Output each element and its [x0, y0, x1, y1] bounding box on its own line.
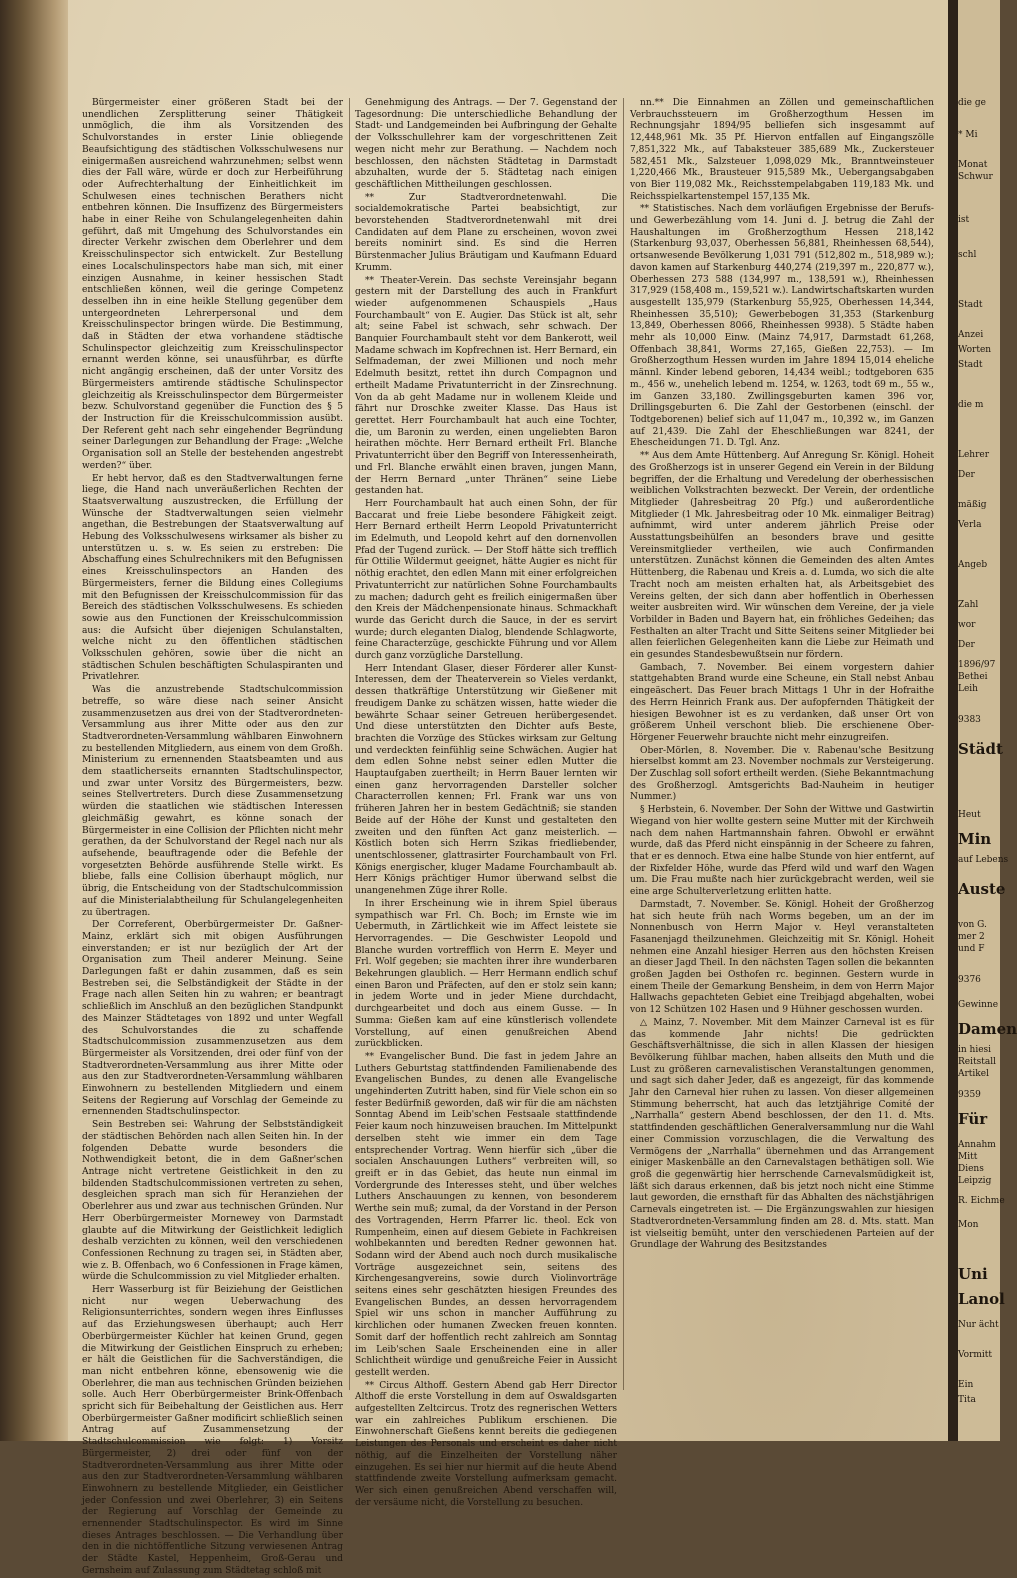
adjacent-page-fragment: Damen — [958, 1020, 1017, 1038]
adjacent-page-fragment: Zahl — [958, 600, 979, 610]
adjacent-page-fragment: ist — [958, 215, 970, 225]
book-binding-shadow — [0, 0, 68, 1441]
adjacent-page-fragment: schl — [958, 250, 977, 260]
adjacent-page-fragment: Monat — [958, 160, 988, 170]
adjacent-page-fragment: Schwur — [958, 172, 993, 182]
adjacent-page-fragment: auf Lebens — [958, 855, 1009, 865]
adjacent-page-fragment: Stadt — [958, 300, 983, 310]
news-item-theater-verein: ** Theater-Verein. Das sechste Vereinsjahr begann gestern mit der Darstellung des auch in Frankfurt wieder aufgenommenen Schauspiels „Haus Fourchambault“ von E. Augier. Das Stück ist alt, sehr alt; seine Fabel ist schwach, sehr schwach. Der Banquier Fourchambault steht vor dem Bankerott, weil Madame schwach im Kopfrechnen ist. Herr Bernard, ein Selfmademan, der zwei Millionen und noch mehr Edelmuth besitzt, rettet ihn durch Compagnon und ertheilt Madame Privatunterricht in der Zinsrechnung. Von da ab geht Madame nur in wollenem Kleide und fährt nur Droschke zweiter Klasse. Das Haus ist gerettet. Herr Fourchambault hat auch eine Tochter, die, um Baronin zu werden, einen ungeliebten Baron heirathen möchte. Herr Bernard ertheilt Frl. Blanche Privatunterricht über den Begriff von Interessenheirath, und Frl. Blanche erwählt einen braven, jungen Mann, der Herrn Bernard „unter Thränen“ seine Liebe gestanden hat. — [355, 275, 617, 497]
adjacent-page-fragment: Der — [958, 640, 975, 650]
page-gutter — [948, 0, 958, 1441]
paragraph: Herr Fourchambault hat auch einen Sohn, der für Baccarat und freie Liebe besondere Fähigkeit zeigt. Herr Bernard ertheilt Herrn Leopold Privatunterricht im Edelmuth, und Leopold kehrt auf den dornenvollen Pfad der Tugend zurück. — Der Stoff hätte sich trefflich für Ottilie Wildermut geeignet, hätte Augier es nicht für nöthig erachtet, den edlen Mann mit einer erfolgreichen Privatunterricht zur natürlichen Sohne Fourchambaults zu machen; dadurch geht es freilich einigermaßen über den Kreis der Mädchenpensionate hinaus. Schmackhaft wurde das Gericht durch die Sauce, in der es servirt wurde; durch eleganten Dialog, blendende Schlagworte, feine Characterzüge, geschickte Führung und vor Allem durch ganz vorzügliche Darstellung. — [355, 498, 617, 662]
news-item-statistisches: ** Statistisches. Nach dem vorläufigen Ergebnisse der Berufs- und Gewerbezählung vom 14. Juni d. J. betrug die Zahl der Haushaltungen im Großherzogthum Hessen 218,142 (Starkenburg 93,037, Oberhessen 56,881, Rheinhessen 68,544), ortsanwesende Bevölkerung 1,031 791 (512,802 m., 518,989 w.); davon kamen auf Starkenburg 440,274 (219,397 m., 220,877 w.), Oberhessen 273 588 (134,997 m., 138,591 w.), Rheinhessen 317,929 (158,408 m., 159,521 w.). Landwirtschaftskarten wurden ausgestellt 135,979 (Starkenburg 55,925, Oberhessen 14,344, Rheinhessen 35,510); Gewerbebogen 31,353 (Starkenburg 13,849, Oberhessen 8066, Rheinhessen 9938). 5 Städte haben mehr als 10,000 Einw. (Mainz 74,917, Darmstadt 61,268, Offenbach 38,841, Worms 27,165, Gießen 22,753). — Im Großherzogthum Hessen wurden im Jahre 1894 15,014 eheliche männl. Kinder lebend geboren, 14,434 weibl.; todtgeboren 635 m., 456 w., unehelich lebend m. 1254, w. 1263, todt 69 m., 55 w., im Ganzen 33,180. Zwillingsgeburten kamen 396 vor, Drillingsgeburten 6. Die Zahl der Gestorbenen (einschl. der Todtgeborenen) belief sich auf 11,047 m., 10,392 w., im Ganzen auf 21,439. Die Zahl der Eheschließungen war 8241, der Ehescheidungen 71. D. Tgl. Anz. — [630, 204, 934, 449]
adjacent-page-fragment: mer 2 — [958, 932, 985, 942]
adjacent-page-fragment: Reitstall — [958, 1057, 996, 1067]
adjacent-page-fragment: Uni — [958, 1265, 988, 1283]
paragraph: In ihrer Erscheinung wie in ihrem Spiel überaus sympathisch war Frl. Ch. Boch; im Ernste wie im Uebermuth, in Zärtlichkeit wie im Affect leistete sie Hervorragendes. — Die Geschwister Leopold und Blanche wurden vortrefflich von Herrn E. Meyer und Frl. Wolf gegeben; sie machten ihrer ihre wunderbaren Bekehrungen glaublich. — Herr Hermann endlich schuf einen Baron und Präfecten, auf den er stolz sein kann; in jedem Worte und in jeder Miene durchdacht, durchgearbeitet und doch aus einem Gusse. — In Summa: Gießen kam auf eine künstlerisch vollendete Vorstellung, auf einen genußreichen Abend zurückblicken. — [355, 898, 617, 1050]
adjacent-page-fragment: Bethei — [958, 672, 988, 682]
adjacent-page-fragment: Ein — [958, 1380, 974, 1390]
text-column-right — [630, 98, 934, 1390]
adjacent-page-fragment: Lanol — [958, 1290, 1005, 1308]
adjacent-page-fragment: Stadt — [958, 360, 983, 370]
paragraph: Bürgermeister einer größeren Stadt bei der unendlichen Zersplitterung seiner Thätigkeit unmöglich, die ihm als Vorsitzenden des Schulvorstandes in erster Linie obliegende Beaufsichtigung des städtischen Volksschulwesens nur einigermaßen ausreichend wahrzunehmen; selbst wenn dies der Fall wäre, würde er doch zur Herbeiführung oder Aufrechterhaltung der Einheitlichkeit im Schulwesen eines technischen Berathers nicht entbehren können. Die Insuffizenz des Bürgermeisters habe in einer Reihe von Schulangelegenheiten dahin geführt, daß mit Umgehung des Schulvorstandes ein directer Verkehr zwischen dem Oberlehrer und dem Kreisschulinspector sich entwickelt. Zur Bestellung eines Localschulinspectors habe man sich, mit einer einzigen Ausnahme, in keiner hessischen Stadt entschließen können, weil die geringe Competenz desselben ihn in eine heikle Stellung gegenüber dem untergeordneten Lehrerpersonal und dem Kreisschulinspector bringen würde. Die Bestimmung, daß in Städten der etwa vorhandene städtische Schulinspector gleichzeitig zum Kreisschulinspector ernannt werden könne, sei unausführbar, es dürfte nicht angängig erscheinen, daß der unter Vorsitz des Bürgermeisters amtirende städtische Schulinspector gleichzeitig als Kreisschulinspector dem Bürgermeister bezw. Schulvorstand gegenüber die Function des § 5 der Instruction für die Kreisschulcommission ausübt. Der Referent geht nach sehr eingehender Begründung seiner Darlegungen zur Behandlung der Frage: „Welche Organisation soll an Stelle der bestehenden angestrebt werden?“ über. — [82, 98, 343, 471]
adjacent-page-fragment: 9376 — [958, 975, 981, 985]
adjacent-page-fragment: Lehrer — [958, 450, 990, 460]
column-rule — [623, 98, 624, 1390]
adjacent-page-fragment: Gewinne — [958, 1000, 999, 1010]
news-item-stadtverordnetenwahl: ** Zur Stadtverordnetenwahl. Die socialdemokratische Partei beabsichtigt, zur bevorstehenden Stadtverordnetenwahl mit drei Candidaten auf dem Plane zu erscheinen, wovon zwei bereits nominirt sind. Es sind die Herren Bürstenmacher Julius Bräutigam und Kaufmann Eduard Krumm. — [355, 192, 617, 273]
adjacent-page-strip — [958, 0, 1017, 1441]
text-column-middle — [355, 98, 617, 1508]
adjacent-page-fragment: Auste — [958, 880, 1006, 898]
adjacent-page-fragment: 1896/97 — [958, 660, 996, 670]
paragraph: Sein Bestreben sei: Wahrung der Selbstständigkeit der städtischen Behörden nach allen Seiten hin. In der folgenden Debatte wurde besonders die Nothwendigkeit betont, die in dem Gaßner'schen Antrage nicht vertretene Geistlichkeit in den zu bildenden Stadtschulcommissionen vertreten zu sehen, desgleichen sprach man sich für Heranziehen der Oberlehrer aus und zwar aus technischen Gründen. Nur Herr Oberbürgermeister Mornewey von Darmstadt glaubte auf die Mitwirkung der Geistlichkeit lediglich deshalb verzichten zu können, weil den verschiedenen Confessionen Rechnung zu tragen sei, in Städten aber, wie z. B. Offenbach, wo 6 Confessionen in Frage kämen, würde die Schulcommission zu viel Mitglieder erhalten. — [82, 1120, 343, 1283]
paragraph: Herr Intendant Glaser, dieser Förderer aller Kunst-Interessen, dem der Theaterverein so Vieles verdankt, dessen thatkräftige Unterstützung wir Gießener mit freudigem Danke zu schätzen wissen, hatte wieder die bewährte Schaar seiner Getreuen herübergesendet. Und diese unterstützten den Dichter aufs Beste, brachten die Vorzüge des Stückes wirksam zur Geltung und verdeckten feinfühlig seine Schwächen. Augier hat dem edlen Sohne nebst seiner edlen Mutter die Hauptaufgaben zuertheilt; in Herrn Bauer lernten wir einen ganz hervorragenden Darsteller solcher Characterrollen kennen; Frl. Frank war uns von früheren Jahren her in bestem Gedächtniß; sie standen Beide auf der Höhe der Kunst und gestalteten den zweiten und den fünften Act ganz meisterlich. — Köstlich boten sich Herrn Szikas friedliebender, unentschlossener, glattrasirter Fourchambault von Frl. Königs energischer, kluger Madame Fourchambault ab. Herr Königs prächtiger Humor überwand selbst die unangenehmen Züge ihrer Rolle. — [355, 663, 617, 897]
adjacent-page-fragment: Artikel — [958, 1069, 989, 1079]
adjacent-page-fragment: in hiesi — [958, 1045, 992, 1055]
adjacent-page-fragment: * Mi — [958, 130, 978, 140]
adjacent-page-fragment: die ge — [958, 98, 986, 108]
news-item-zoelle: nn.** Die Einnahmen an Zöllen und gemeinschaftlichen Verbrauchssteuern im Großherzogthum Hessen im Rechnungsjahr 1894/95 belliefen sich insgesammt auf 12,448,961 Mk. 35 Pf. Hiervon entfallen auf Eingangszölle 7,851,322 Mk., auf Tabaksteuer 385,689 Mk., Zuckersteuer 582,451 Mk., Salzsteuer 1,098,029 Mk., Branntweinsteuer 1,220,466 Mk., Brausteuer 915,589 Mk., Uebergangsabgaben von Bier 119,082 Mk., Reichsstempelabgaben 119,183 Mk. und Reichsspielkartenstempel 157,135 Mk. — [630, 98, 934, 202]
adjacent-page-fragment: Anzei — [958, 330, 984, 340]
adjacent-page-fragment: von G. — [958, 920, 987, 930]
paragraph: Genehmigung des Antrags. — Der 7. Gegenstand der Tagesordnung: Die unterschiedliche Behandlung der Stadt- und Landgemeinden bei Aufbringung der Gehalte der Volksschullehrer kam der vorgeschrittenen Zeit wegen nicht mehr zur Berathung. — Nachdem noch beschlossen, den nächsten Städtetag in Darmstadt abzuhalten, wurde der 5. Städtetag nach einigen geschäftlichen Mittheilungen geschlossen. — [355, 98, 617, 190]
news-item-huettenberg: ** Aus dem Amte Hüttenberg. Auf Anregung Sr. Königl. Hoheit des Großherzogs ist in unserer Gegend ein Verein in der Bildung begriffen, der die Erhaltung und Veredelung der oberhessischen weiblichen Volkstrachten bezweckt. Der Verein, der ordentliche Mitglieder (Jahresbeitrag 20 Pfg.) und außerordentliche Mitglieder (1 Mk. Jahresbeitrag oder 10 Mk. einmaliger Beitrag) aufnimmt, wird unter anderem jährlich Preise oder Ausstattungsbeihülfen an besonders brave und gesitte Vereinsmitglieder vertheilen, wie auch Confirmanden unterstützen. Zunächst können die Gemeinden des alten Amtes Hüttenberg, die Rabenau und Kreis a. d. Lumda, wo sich die alte Tracht noch am meisten erhalten hat, als Arbeitsgebiet des Vereins gelten, der sich dann aber hoffentlich in Oberhessen weiter ausbreiten wird. Wir wünschen dem Vereine, der ja viele Vorbilder in Baden und Bayern hat, ein fröhliches Gedeihen; das Festhalten an alter Tracht und Sitte Seitens seiner Mitglieder bei allen feierlichen Gelegenheiten kann die Liebe zur Heimath und ein gesundes Standesbewußtsein nur fördern. — [630, 451, 934, 661]
adjacent-page-fragment: die m — [958, 400, 984, 410]
adjacent-page-fragment: wor — [958, 620, 976, 630]
adjacent-page-fragment: Leipzig — [958, 1176, 992, 1186]
adjacent-page-fragment: Tita — [958, 1395, 976, 1405]
adjacent-page-fragment: Der — [958, 470, 975, 480]
news-item-darmstadt: Darmstadt, 7. November. Se. Königl. Hoheit der Großherzog hat sich heute früh nach Worms begeben, um an der im Nonnenbusch von Herrn Major v. Heyl veranstalteten Fasanenjagd theilzunehmen. Gleichzeitig mit Sr. Königl. Hoheit nehmen eine Anzahl hiesiger Herren aus den höchsten Kreisen an dieser Jagd Theil. In den nächsten Tagen sollen die bekannten großen Jagden bei Osthofen rc. beginnen. Gestern wurde in einem Theile der Gemarkung Bensheim, in dem von Herrn Major Hallwachs gepachteten Gebiet eine Treibjagd abgehalten, wobei von 12 Schützen 102 Hasen und 9 Hühner geschossen wurden. — [630, 899, 934, 1016]
adjacent-page-fragment: Angeb — [958, 560, 988, 570]
news-item-herbstein: § Herbstein, 6. November. Der Sohn der Wittwe und Gastwirtin Wiegand von hier wollte gestern seine Mutter mit der Kirchweih nach dem nahen Hartmannshain fahren. Obwohl er erwähnt wurde, daß das Pferd nicht einspännig in der Scheere zu fahren, that er es dennoch. Etwa eine halbe Stunde von hier entfernt, auf der Rixfelder Höhe, wurde das Pferd wild und warf den Wagen um. Die Frau mußte nach hier zurückgebracht werden, weil sie eine arge Schulterverletzung erlitten hatte. — [630, 805, 934, 898]
text-column-left — [82, 98, 343, 1576]
paragraph: Herr Wasserburg ist für Beiziehung der Geistlichen nicht nur wegen Ueberwachung des Religionsunterrichtes, sondern wegen ihres Einflusses auf das Erziehungswesen überhaupt; auch Herr Oberbürgermeister Küchler hat keinen Grund, gegen die Mitwirkung der Geistlichen Einspruch zu erheben; er hält die Geistlichen für die Sachverständigen, die man nicht entbehren könne, ebensowenig wie die Oberlehrer, die man aus technischen Gründen beiziehen solle. Auch Herr Oberbürgermeister Brink-Offenbach spricht sich für Beibehaltung der Geistlichen aus. Herr Oberbürgermeister Gaßner modificirt schließlich seinen Antrag auf Zusammensetzung der Stadtschulcommission wie folgt: 1) Vorsitz Bürgermeister, 2) drei oder fünf von der Stadtverordneten-Versammlung aus ihrer Mitte oder aus den zur Stadtverordneten-Versammlung wählbaren Einwohnern zu bestellende Mitglieder, ein Geistlicher jeder Confession und zwei Oberlehrer, 3) ein Seitens der Regierung auf Vorschlag der Gemeinde zu ernennender Stadtschulinspector. Es wird im Sinne dieses Antrages beschlossen. — Die Verhandlung über den in die nichtöffentliche Sitzung verwiesenen Antrag der Städte Kastel, Heppenheim, Groß-Gerau und Gernsheim auf Zulassung zum Städtetag schloß mit — [82, 1285, 343, 1576]
news-item-mainz: △ Mainz, 7. November. Mit dem Mainzer Carneval ist es für das kommende Jahr nichts! Die gedrückten Geschäftsverhältnisse, die sich in allen Klassen der hiesigen Bevölkerung fühlbar machen, haben allseits den Muth und die Lust zu größeren carnevalistischen Veranstaltungen genommen, und sagt sich daher Jeder, daß es angezeigt, für das kommende Jahr den Carneval hier ruhen zu lassen. Von dieser allgemeinen Stimmung beherrscht, hat auch das letztjährige Comité der „Narrhalla“ gestern Abend beschlossen, der den 11. d. Mts. stattfindenden geschäftlichen Generalversammlung nur die Wahl einer Commission vorzuschlagen, die die Verwaltung des Vermögens der „Narrhalla“ übernehmen und das Arrangement einiger Maskenbälle an den Carnevalstagen bethätigen soll. Wie groß die gegenwärtig hier herrschende Carnevalsmüdigkeit ist, läßt sich daraus erkennen, daß bis jetzt noch nicht eine Stimme laut geworden, die ernsthaft für das Abhalten des nächstjährigen Carnevals eingetreten ist. — Die Ergänzungswahlen zur hiesigen Stadtverordneten-Versammlung finden am 28. d. Mts. statt. Man ist vielseitig bemüht, unter den verschiedenen Parteien auf der Grundlage der Wahrung des Besitzstandes — [630, 1017, 934, 1251]
adjacent-page-fragment: mäßig — [958, 500, 987, 510]
adjacent-page-fragment: Für — [958, 1110, 988, 1128]
adjacent-page-fragment: Leih — [958, 684, 978, 694]
adjacent-page-fragment: Städt — [958, 740, 1003, 758]
adjacent-page-fragment: Heut — [958, 810, 981, 820]
adjacent-page-fragment: Vormitt — [958, 1350, 993, 1360]
column-rule — [349, 98, 350, 1390]
adjacent-page-fragment: Min — [958, 830, 992, 848]
adjacent-page-fragment: Mitt — [958, 1152, 978, 1162]
adjacent-page-fragment: 9359 — [958, 1090, 981, 1100]
adjacent-page-fragment: R. Eichme — [958, 1196, 1005, 1206]
adjacent-page-fragment: Diens — [958, 1164, 984, 1174]
adjacent-page-fragment: und F — [958, 944, 985, 954]
paragraph: Was die anzustrebende Stadtschulcommission betreffe, so wäre diese nach seiner Ansicht zusammenzusetzen aus drei von der Stadtverordneten-Versammlung aus ihrer Mitte oder aus den zur Stadtverordneten-Versammlung wählbaren Einwohnern zu bestellenden Mitgliedern, aus einem von dem Großh. Ministerium zu ernennenden Staatsbeamten und aus dem staatlicherseits ernannten Stadtschulinspector, und zwar unter Vorsitz des Bürgermeisters, bezw. seines Stellvertreters. Durch diese Zusammensetzung würden die staatlichen wie städtischen Interessen gleichmäßig gewahrt, es könne sonach der Bürgermeister in eine Collision der Pflichten nicht mehr gerathen, da der Schulvorstand der Regel nach nur als aufsehende, beauftragende oder die Befehle der vorgesetzten Behörde ausführende Stelle wirkt. Es bliebe, falls eine Collision überhaupt möglich, nur übrig, die Entscheidung von der Stadtschulcommission auf die Ministerialabtheilung für Schulangelegenheiten zu übertragen. — [82, 685, 343, 918]
paragraph: Der Correferent, Oberbürgermeister Dr. Gaßner-Mainz, erklärt sich mit obigen Ausführungen einverstanden; er ist nur bezüglich der Art der Organisation zum Theil anderer Meinung. Seine Darlegungen faßt er dahin zusammen, daß es sein Bestreben sei, die Selbständigkeit der Städte in der Frage nach allen Seiten hin zu wahren; er beantragt schließlich im Anschluß an den bezüglichen Standpunkt des Mainzer Städtetages von 1892 und unter Wegfall des Schulvorstandes die zu schaffende Stadtschulcommission zusammenzusetzen aus dem Bürgermeister als Vorsitzenden, drei oder fünf von der Stadtverordneten-Versammlung aus ihrer Mitte oder aus den zur Stadtverordneten-Versammlung wählbaren Einwohnern zu bestellenden Mitgliedern und einem Seitens der Regierung auf Vorschlag der Gemeinde zu ernennenden Stadtschulinspector. — [82, 920, 343, 1118]
news-item-gambach: Gambach, 7. November. Bei einem vorgestern dahier stattgehabten Brand wurde eine Scheune, ein Stall nebst Anbau eingeäschert. Das Feuer brach Mittags 1 Uhr in der Hofraithe des Herrn Heinrich Frank aus. Der aufopfernden Thätigkeit der hiesigen Bewohner ist es zu verdanken, daß unser Ort von größerem Unheil verschont blieb. Die erschienene Ober-Hörgener Feuerwehr brauchte nicht mehr einzugreifen. — [630, 662, 934, 743]
news-item-circus-althoff: ** Circus Althoff. Gestern Abend gab Herr Director Althoff die erste Vorstellung in dem auf Oswaldsgarten aufgestellten Zeltcircus. Trotz des regnerischen Wetters war ein zahlreiches Publikum erschienen. Die Einwohnerschaft Gießens kennt bereits die gediegenen Leistungen des Personals und erscheint es daher nicht nöthig, auf die Einzelheiten der Vorstellung näher einzugehen. Es sei hier nur hiermit auf die heute Abend stattfindende zweite Vorstellung aufmerksam gemacht. Wer sich einen genußreichen Abend verschaffen will, der versäume nicht, die Vorstellung zu besuchen. — [355, 1380, 617, 1508]
adjacent-page-fragment: Worten — [958, 345, 992, 355]
adjacent-page-fragment: Mon — [958, 1220, 979, 1230]
adjacent-page-fragment: Annahm — [958, 1140, 996, 1150]
news-item-ober-moerlen: Ober-Mörlen, 8. November. Die v. Rabenau'sche Besitzung hierselbst kommt am 23. November nochmals zur Versteigerung. Der Zuschlag soll sofort ertheilt werden. (Siehe Bekanntmachung des Großherzogl. Amtsgerichts Bad-Nauheim in heutiger Nummer.) — [630, 745, 934, 803]
paragraph: Er hebt hervor, daß es den Stadtverwaltungen ferne liege, die Hand nach unveräußerlichen Rechten der Staatsverwaltung auszustrecken, die Erfüllung der Wünsche der Stadtverwaltungen seien vielmehr angethan, die Bestrebungen der Staatsverwaltung auf Hebung des Volksschulwesens wirksamer als bisher zu unterstützen u. s. w. Es seien zu erstreben: Die Abschaffung eines Schulrechnikers mit den Befugnissen eines Kreisschulinspectors an Handen des Bürgermeisters, ferner die Bildung eines Collegiums mit den Befugnissen der Kreisschulcommission für das Bereich des städtischen Volksschulwesens. Es schieden sowie aus den Functionen der Kreisschulcommission aus: die Aufsicht über diejenigen Schulanstalten, welche nicht zu den öffentlichen städtischen Volksschulen gehören, sowie über die nicht an städtischen Schulen beschäftigten Schulaspiranten und Privatlehrer. — [82, 473, 343, 683]
news-item-evangelischer-bund: ** Evangelischer Bund. Die fast in jedem Jahre an Luthers Geburtstag stattfindenden Familienabende des Evangelischen Bundes, zu denen alle Evangelische ungehinderten Zutritt haben, sind für Viele schon ein so fester Bedürfniß geworden, daß wir für die am nächsten Sonntag Abend im Leib'schen Festsaale stattfindende Feier kaum noch hinzuweisen brauchen. Im Mittelpunkt derselben steht wie immer ein dem Tage entsprechender Vortrag. Wenn hierfür sich „über die socialen Anschauungen Luthers“ verbreiten will, so greift er in das Gebiet, das heute nun einmal im Vordergrunde des Interesses steht, und über welches Luthers Anschauungen zu kennen, von besonderem Werthe sein muß; zumal, da der Vorstand in der Person des Vortragenden, Herrn Pfarrer lic. theol. Eck von Rumpenheim, einen auf diesem Gebiete in Fachkreisen wohlbekannten und beredten Redner gewonnen hat. Sodann wird der Abend auch noch durch musikalische Vorträge ausgezeichnet sein, seitens des Kirchengesangvereins, sowie durch Violinvorträge seitens eines sehr geschätzten hiesigen Freundes des Evangelischen Bundes, an dessen hervorragendem Spiel wir uns schon in mancher Aufführung zu kirchlichen oder humanen Zwecken freuen konnten. Somit darf der hoffentlich recht zahlreich am Sonntag im Leib'schen Saale Erscheinenden eine in aller Schlichtheit würdige und genußreiche Feier in Aussicht gestellt werden. — [355, 1051, 617, 1378]
adjacent-page-fragment: Verla — [958, 520, 982, 530]
adjacent-page-fragment: Nur ächt — [958, 1320, 999, 1330]
adjacent-page-fragment: 9383 — [958, 715, 981, 725]
